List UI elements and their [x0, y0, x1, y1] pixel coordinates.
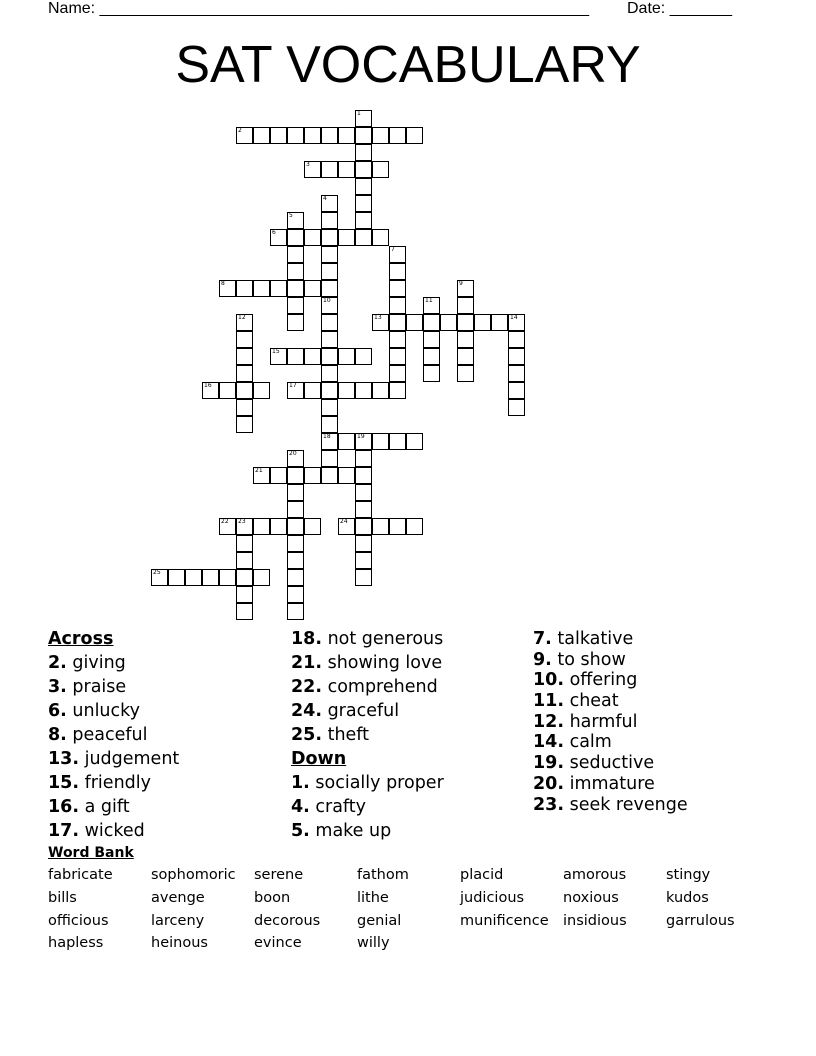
clue — [291, 699, 444, 723]
clue-number: 15 — [272, 348, 280, 355]
word-bank-word: noxious — [563, 890, 619, 906]
word-bank-word: decorous — [254, 913, 321, 929]
clue-number: 12 — [238, 314, 246, 321]
crossword-cell[interactable] — [355, 195, 372, 212]
crossword-cell[interactable] — [423, 331, 440, 348]
crossword-cell[interactable] — [304, 467, 321, 484]
crossword-cell[interactable] — [287, 603, 304, 620]
clue-number: 23. — [533, 794, 565, 815]
clue-number: 17 — [289, 382, 297, 389]
crossword-cell[interactable] — [355, 484, 372, 501]
word-bank-word: stingy — [666, 867, 711, 883]
clue-number: 25. — [291, 725, 323, 745]
clue — [48, 771, 179, 795]
clue-number: 9. — [533, 649, 552, 670]
crossword-cell[interactable] — [338, 467, 355, 484]
crossword-cell[interactable] — [287, 280, 304, 297]
clue-text: comprehend — [322, 677, 438, 697]
crossword-cell[interactable] — [457, 314, 474, 331]
crossword-cell[interactable] — [508, 331, 525, 348]
crossword-cell[interactable] — [270, 518, 287, 535]
clue-text: graceful — [322, 701, 400, 721]
date-field[interactable]: Date: _______ — [627, 0, 732, 17]
clue-number: 5 — [289, 212, 293, 219]
crossword-cell[interactable] — [287, 127, 304, 144]
crossword-cell[interactable] — [423, 348, 440, 365]
crossword-cell[interactable] — [372, 382, 389, 399]
word-bank-title: Word Bank — [48, 845, 134, 861]
clue-text: crafty — [309, 797, 367, 817]
clue — [533, 753, 688, 774]
clue-number: 7 — [391, 246, 395, 253]
crossword-cell[interactable] — [304, 280, 321, 297]
clue-number: 8 — [221, 280, 225, 287]
clue-text: praise — [66, 677, 127, 697]
clue-number: 1. — [291, 773, 310, 793]
crossword-cell[interactable] — [321, 331, 338, 348]
clue — [533, 732, 688, 753]
clue-text: immature — [564, 773, 655, 794]
clue-text: theft — [322, 725, 370, 745]
crossword-cell[interactable] — [304, 382, 321, 399]
clue-number: 15. — [48, 773, 80, 793]
crossword-cell[interactable] — [185, 569, 202, 586]
crossword-cell[interactable] — [372, 229, 389, 246]
crossword-cell[interactable] — [355, 501, 372, 518]
crossword-cell[interactable] — [389, 382, 406, 399]
crossword-cell[interactable] — [355, 229, 372, 246]
crossword-cell[interactable] — [321, 127, 338, 144]
crossword-cell[interactable] — [287, 569, 304, 586]
crossword-cell[interactable] — [253, 127, 270, 144]
crossword-cell[interactable] — [236, 552, 253, 569]
crossword-cell[interactable] — [253, 382, 270, 399]
across-heading: Across — [48, 629, 114, 649]
word-bank-word: fabricate — [48, 867, 113, 883]
clue-text: make up — [309, 821, 392, 841]
crossword-cell[interactable] — [338, 348, 355, 365]
crossword-cell[interactable] — [236, 569, 253, 586]
crossword-cell[interactable] — [355, 467, 372, 484]
clue-number: 18. — [291, 629, 323, 649]
crossword-cell[interactable] — [287, 518, 304, 535]
clue-number: 21 — [255, 467, 263, 474]
clue-number: 11. — [533, 691, 565, 712]
crossword-cell[interactable] — [236, 365, 253, 382]
crossword-cell[interactable] — [321, 416, 338, 433]
crossword-cell[interactable] — [389, 127, 406, 144]
word-bank-word: serene — [254, 867, 304, 883]
word-bank-word: bills — [48, 890, 77, 906]
clue — [533, 650, 688, 671]
clue-number: 9 — [459, 280, 463, 287]
crossword-cell[interactable] — [457, 365, 474, 382]
clue-text: seek revenge — [564, 794, 688, 815]
crossword-cell[interactable] — [372, 127, 389, 144]
word-bank-word: sophomoric — [151, 867, 236, 883]
crossword-cell[interactable] — [355, 144, 372, 161]
clue-number: 16. — [48, 797, 80, 817]
word-bank-word: officious — [48, 913, 109, 929]
word-bank-word: evince — [254, 935, 302, 951]
crossword-cell[interactable] — [321, 246, 338, 263]
crossword-cell[interactable] — [287, 467, 304, 484]
crossword-cell[interactable] — [287, 314, 304, 331]
clue — [48, 747, 179, 771]
crossword-cell[interactable] — [457, 297, 474, 314]
crossword-cell[interactable] — [287, 263, 304, 280]
clue-number: 1 — [357, 110, 361, 117]
crossword-cell[interactable] — [389, 433, 406, 450]
clue-number: 24. — [291, 701, 323, 721]
crossword-cell[interactable] — [287, 552, 304, 569]
clue-number: 2 — [238, 127, 242, 134]
word-bank-word: judicious — [460, 890, 525, 906]
clue-text: unlucky — [66, 701, 141, 721]
crossword-cell[interactable] — [355, 569, 372, 586]
clue-column-1 — [48, 627, 179, 843]
word-bank-word: placid — [460, 867, 504, 883]
word-bank-word: heinous — [151, 935, 208, 951]
crossword-cell[interactable] — [253, 518, 270, 535]
word-bank-word: garrulous — [666, 913, 735, 929]
crossword-cell[interactable] — [236, 331, 253, 348]
word-bank-word: hapless — [48, 935, 104, 951]
crossword-cell[interactable] — [321, 314, 338, 331]
crossword-cell[interactable] — [474, 314, 491, 331]
word-bank-word: genial — [357, 913, 402, 929]
crossword-cell[interactable] — [389, 331, 406, 348]
clue-text: to show — [551, 649, 626, 670]
clue-number: 19. — [533, 753, 565, 774]
crossword-cell[interactable] — [287, 348, 304, 365]
word-bank-word: munificence — [460, 913, 549, 929]
clue-number: 20 — [289, 450, 297, 457]
word-bank-word: lithe — [357, 890, 389, 906]
clue-text: showing love — [322, 653, 443, 673]
clue-number: 6. — [48, 701, 67, 721]
clue — [291, 795, 444, 819]
crossword-cell[interactable] — [287, 484, 304, 501]
clue-number: 22 — [221, 518, 229, 525]
crossword-cell[interactable] — [338, 382, 355, 399]
crossword-cell[interactable] — [440, 314, 457, 331]
down-heading: Down — [291, 749, 347, 769]
crossword-cell[interactable] — [338, 229, 355, 246]
crossword-cell[interactable] — [355, 450, 372, 467]
crossword-cell[interactable] — [236, 603, 253, 620]
crossword-cell[interactable] — [406, 127, 423, 144]
crossword-cell[interactable] — [508, 382, 525, 399]
crossword-cell[interactable] — [321, 399, 338, 416]
clue-number: 20. — [533, 773, 565, 794]
crossword-cell[interactable] — [321, 467, 338, 484]
crossword-cell[interactable] — [321, 161, 338, 178]
clue-number: 13. — [48, 749, 80, 769]
clue — [48, 651, 179, 675]
clue-number: 12. — [533, 711, 565, 732]
crossword-cell[interactable] — [355, 127, 372, 144]
crossword-cell[interactable] — [236, 399, 253, 416]
clue-number: 4 — [323, 195, 327, 202]
crossword-cell[interactable] — [491, 314, 508, 331]
crossword-cell[interactable] — [270, 127, 287, 144]
crossword-cell[interactable] — [355, 161, 372, 178]
clue — [533, 774, 688, 795]
clue-text: giving — [66, 653, 126, 673]
clue — [48, 675, 179, 699]
crossword-cell[interactable] — [321, 263, 338, 280]
clue-number: 10 — [323, 297, 331, 304]
crossword-cell[interactable] — [304, 229, 321, 246]
crossword-cell[interactable] — [202, 569, 219, 586]
name-field[interactable]: Name: _______________________________________________________ — [48, 0, 589, 17]
clue-number: 25 — [153, 569, 161, 576]
clue-text: a gift — [79, 797, 130, 817]
clue — [291, 819, 444, 843]
crossword-cell[interactable] — [389, 280, 406, 297]
clue-text: friendly — [79, 773, 151, 793]
crossword-cell[interactable] — [236, 535, 253, 552]
crossword-cell[interactable] — [168, 569, 185, 586]
clue-text: not generous — [322, 629, 444, 649]
clue-number: 21. — [291, 653, 323, 673]
clue-text: peaceful — [66, 725, 148, 745]
word-bank-word: amorous — [563, 867, 627, 883]
crossword-cell[interactable] — [355, 178, 372, 195]
clue-text: harmful — [564, 711, 638, 732]
crossword-cell[interactable] — [287, 297, 304, 314]
clue-number: 10. — [533, 670, 565, 691]
crossword-cell[interactable] — [236, 586, 253, 603]
word-bank-word: insidious — [563, 913, 627, 929]
clue-text: wicked — [79, 821, 145, 841]
crossword-cell[interactable] — [236, 348, 253, 365]
word-bank-word: larceny — [151, 913, 205, 929]
clue-number: 19 — [357, 433, 365, 440]
clue — [48, 699, 179, 723]
clue-number: 4. — [291, 797, 310, 817]
crossword-cell[interactable] — [253, 569, 270, 586]
clue-number: 14. — [533, 732, 565, 753]
clue-text: offering — [564, 670, 638, 691]
crossword-cell[interactable] — [321, 212, 338, 229]
clue — [533, 629, 688, 650]
crossword-cell[interactable] — [372, 518, 389, 535]
word-bank-word: willy — [357, 935, 390, 951]
crossword-cell[interactable] — [423, 365, 440, 382]
crossword-cell[interactable] — [355, 382, 372, 399]
word-bank-word: boon — [254, 890, 291, 906]
clue — [291, 771, 444, 795]
crossword-cell[interactable] — [355, 552, 372, 569]
crossword-cell[interactable] — [372, 161, 389, 178]
crossword-cell[interactable] — [321, 382, 338, 399]
clue-number: 16 — [204, 382, 212, 389]
clue — [291, 675, 444, 699]
clue-number: 5. — [291, 821, 310, 841]
clue — [48, 795, 179, 819]
crossword-cell[interactable] — [219, 382, 236, 399]
clue-number: 23 — [238, 518, 246, 525]
clue-number: 3. — [48, 677, 67, 697]
clue — [533, 691, 688, 712]
crossword-cell[interactable] — [321, 229, 338, 246]
clue-text: talkative — [551, 629, 634, 649]
clue-text: calm — [564, 732, 612, 753]
crossword-cell[interactable] — [355, 535, 372, 552]
clue-column-2 — [291, 627, 444, 843]
clue-number: 24 — [340, 518, 348, 525]
clue — [48, 723, 179, 747]
crossword-cell[interactable] — [389, 518, 406, 535]
crossword-cell[interactable] — [236, 416, 253, 433]
crossword-cell[interactable] — [287, 586, 304, 603]
clue-number: 14 — [510, 314, 518, 321]
crossword-cell[interactable] — [287, 535, 304, 552]
crossword-cell[interactable] — [389, 365, 406, 382]
crossword-cell[interactable] — [457, 331, 474, 348]
clue-text: judgement — [79, 749, 180, 769]
clue-number: 17. — [48, 821, 80, 841]
crossword-cell[interactable] — [287, 501, 304, 518]
clue — [291, 627, 444, 651]
crossword-cell[interactable] — [270, 467, 287, 484]
crossword-cell[interactable] — [389, 297, 406, 314]
crossword-cell[interactable] — [389, 263, 406, 280]
crossword-cell[interactable] — [355, 518, 372, 535]
crossword-cell[interactable] — [406, 518, 423, 535]
clue-number: 6 — [272, 229, 276, 236]
crossword-cell[interactable] — [236, 280, 253, 297]
crossword-cell[interactable] — [508, 348, 525, 365]
crossword-cell[interactable] — [287, 246, 304, 263]
crossword-cell[interactable] — [304, 348, 321, 365]
word-bank-word: kudos — [666, 890, 709, 906]
crossword-cell[interactable] — [253, 280, 270, 297]
clue-column-3 — [533, 629, 688, 815]
crossword-cell[interactable] — [406, 433, 423, 450]
crossword-cell[interactable] — [304, 127, 321, 144]
crossword-cell[interactable] — [321, 450, 338, 467]
clue — [291, 723, 444, 747]
crossword-cell[interactable] — [372, 433, 389, 450]
page-title: SAT VOCABULARY — [175, 36, 641, 94]
crossword-cell[interactable] — [321, 365, 338, 382]
crossword-cell[interactable] — [338, 433, 355, 450]
clue-number: 22. — [291, 677, 323, 697]
crossword-cell[interactable] — [321, 348, 338, 365]
crossword-cell[interactable] — [355, 212, 372, 229]
crossword-cell[interactable] — [406, 314, 423, 331]
crossword-cell[interactable] — [508, 399, 525, 416]
clue-number: 13 — [374, 314, 382, 321]
crossword-cell[interactable] — [338, 127, 355, 144]
crossword-cell[interactable] — [508, 365, 525, 382]
clue-text: socially proper — [309, 773, 444, 793]
clue — [533, 795, 688, 816]
word-bank-word: avenge — [151, 890, 205, 906]
crossword-cell[interactable] — [389, 314, 406, 331]
crossword-cell[interactable] — [389, 348, 406, 365]
clue-text: seductive — [564, 753, 655, 774]
crossword-cell[interactable] — [219, 569, 236, 586]
clue — [291, 651, 444, 675]
crossword-cell[interactable] — [304, 518, 321, 535]
word-bank-word: fathom — [357, 867, 409, 883]
crossword-cell[interactable] — [457, 348, 474, 365]
clue-number: 7. — [533, 629, 552, 649]
crossword-cell[interactable] — [287, 229, 304, 246]
crossword-cell[interactable] — [423, 314, 440, 331]
clue — [533, 712, 688, 733]
clue-number: 18 — [323, 433, 331, 440]
clue — [48, 819, 179, 843]
clue-number: 8. — [48, 725, 67, 745]
crossword-cell[interactable] — [270, 280, 287, 297]
clue-number: 2. — [48, 653, 67, 673]
crossword-cell[interactable] — [321, 280, 338, 297]
clue — [533, 670, 688, 691]
crossword-cell[interactable] — [236, 382, 253, 399]
clue-text: cheat — [564, 691, 619, 712]
crossword-cell[interactable] — [338, 161, 355, 178]
clue-number: 11 — [425, 297, 433, 304]
crossword-cell[interactable] — [355, 348, 372, 365]
clue-number: 3 — [306, 161, 310, 168]
